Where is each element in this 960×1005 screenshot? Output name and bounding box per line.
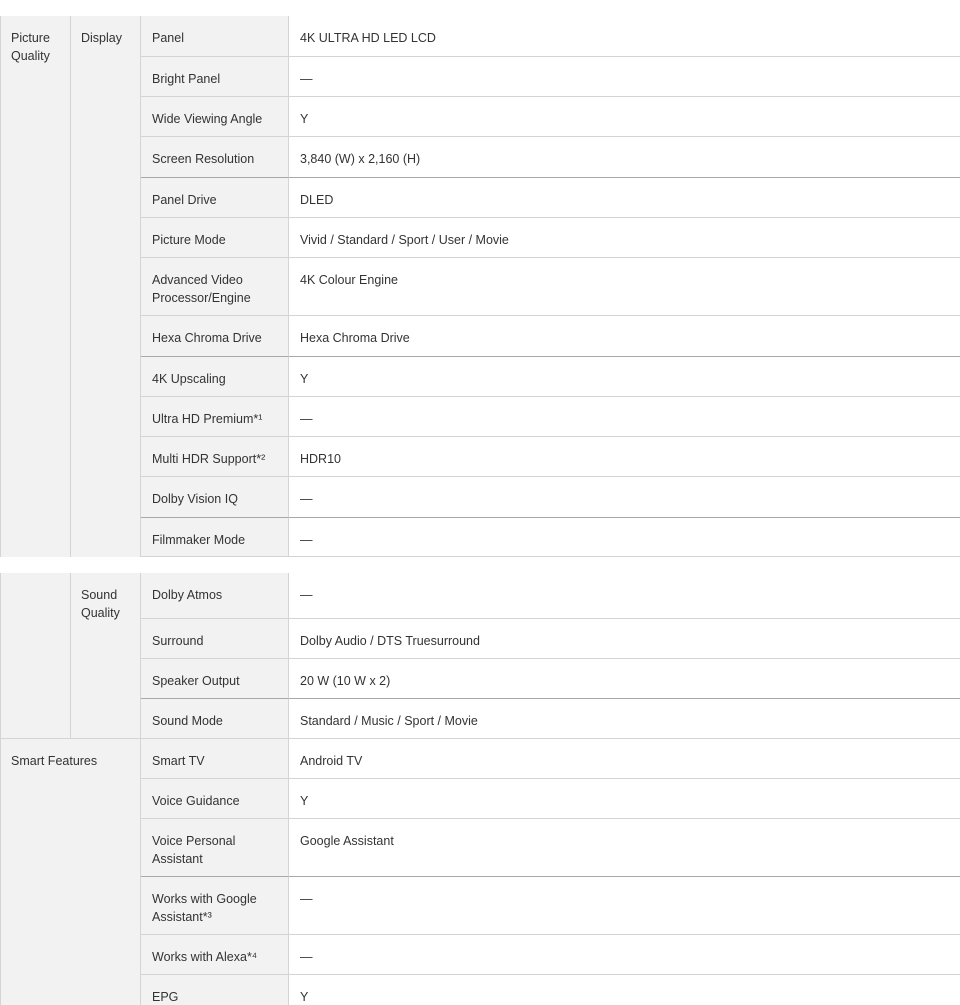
spec-value-cell	[289, 97, 960, 137]
spec-label: Panel	[152, 31, 184, 45]
spec-value: —	[300, 492, 313, 506]
category-cell-continued	[0, 573, 71, 739]
spec-value-cell	[289, 258, 960, 316]
spec-value-cell	[289, 877, 960, 935]
spec-label-cell	[141, 877, 289, 935]
spec-label: Picture Mode	[152, 233, 226, 247]
spec-label-cell	[141, 573, 289, 619]
spec-value: Y	[300, 990, 309, 1004]
spec-value-cell	[289, 477, 960, 518]
spec-value-cell	[289, 573, 960, 619]
spec-value: Standard / Music / Sport / Movie	[300, 714, 478, 728]
spec-label: Filmmaker Mode	[152, 533, 246, 547]
spec-label-cell	[141, 357, 289, 397]
spec-value-cell	[289, 518, 960, 557]
spec-label-cell	[141, 779, 289, 819]
spec-value-cell	[289, 819, 960, 877]
spec-label: Smart TV	[152, 754, 205, 768]
spec-value-cell	[289, 619, 960, 659]
spec-value: Y	[300, 112, 309, 126]
spec-label-cell	[141, 97, 289, 137]
spec-label: Voice Personal Assistant	[152, 834, 236, 866]
spec-value: Android TV	[300, 754, 363, 768]
spec-value: Hexa Chroma Drive	[300, 331, 410, 345]
spec-value: HDR10	[300, 452, 341, 466]
spec-value-cell	[289, 437, 960, 477]
spec-label: Hexa Chroma Drive	[152, 331, 262, 345]
spec-value-cell	[289, 739, 960, 779]
category-label: Picture Quality	[11, 31, 50, 63]
spec-value-cell	[289, 357, 960, 397]
subcategory-cell-display	[71, 16, 141, 557]
spec-value-cell	[289, 218, 960, 258]
spec-label-cell	[141, 178, 289, 218]
spec-label: Voice Guidance	[152, 794, 240, 808]
spec-value-cell	[289, 397, 960, 437]
subcategory-cell-sound-quality	[71, 573, 141, 739]
spec-value-cell	[289, 699, 960, 739]
spec-value: —	[300, 892, 313, 906]
spec-value: Y	[300, 372, 309, 386]
spec-label-cell	[141, 258, 289, 316]
spec-label: Works with Google Assistant*³	[152, 892, 257, 924]
spec-value-cell	[289, 178, 960, 218]
spec-value: —	[300, 72, 313, 86]
spec-label: Surround	[152, 634, 204, 648]
subcategory-label: Display	[81, 31, 122, 45]
spec-label: Advanced Video Processor/Engine	[152, 273, 251, 305]
spec-label-cell	[141, 619, 289, 659]
spec-value: —	[300, 588, 313, 602]
category-label: Smart Features	[11, 754, 98, 768]
spec-label: Works with Alexa*⁴	[152, 950, 258, 964]
spec-label-cell	[141, 16, 289, 57]
spec-value: 3,840 (W) x 2,160 (H)	[300, 152, 421, 166]
spec-label-cell	[141, 397, 289, 437]
spec-label: Panel Drive	[152, 193, 217, 207]
spec-value-cell	[289, 935, 960, 975]
spec-label: Screen Resolution	[152, 152, 255, 166]
category-cell-picture-quality	[0, 16, 71, 557]
spec-label-cell	[141, 518, 289, 557]
spec-label: Multi HDR Support*²	[152, 452, 266, 466]
spec-label-cell	[141, 819, 289, 877]
spec-value: 20 W (10 W x 2)	[300, 674, 391, 688]
spec-value-cell	[289, 659, 960, 699]
category-cell-smart-features	[0, 739, 141, 1005]
spec-label-cell	[141, 477, 289, 518]
spec-label-cell	[141, 975, 289, 1005]
spec-label-cell	[141, 218, 289, 258]
spec-value-cell	[289, 57, 960, 97]
spec-label: Dolby Vision IQ	[152, 492, 238, 506]
spec-label-cell	[141, 935, 289, 975]
spec-label-cell	[141, 57, 289, 97]
spec-label: Dolby Atmos	[152, 588, 223, 602]
spec-label: Sound Mode	[152, 714, 223, 728]
spec-label-cell	[141, 699, 289, 739]
spec-value: Google Assistant	[300, 834, 394, 848]
spec-value: —	[300, 950, 313, 964]
spec-value: Y	[300, 794, 309, 808]
spec-value: —	[300, 533, 313, 547]
spec-value: —	[300, 412, 313, 426]
subcategory-label: Sound Quality	[81, 588, 120, 620]
spec-label: 4K Upscaling	[152, 372, 226, 386]
spec-label: Wide Viewing Angle	[152, 112, 263, 126]
spec-label: Speaker Output	[152, 674, 240, 688]
spec-label: Ultra HD Premium*¹	[152, 412, 263, 426]
spec-value: Vivid / Standard / Sport / User / Movie	[300, 233, 509, 247]
spec-value: DLED	[300, 193, 334, 207]
spec-value: Dolby Audio / DTS Truesurround	[300, 634, 480, 648]
spec-value-cell	[289, 975, 960, 1005]
spec-label-cell	[141, 659, 289, 699]
spec-value-cell	[289, 779, 960, 819]
spec-value: 4K Colour Engine	[300, 273, 398, 287]
spec-value: 4K ULTRA HD LED LCD	[300, 31, 436, 45]
spec-value-cell	[289, 316, 960, 357]
spec-label: Bright Panel	[152, 72, 221, 86]
spec-value-cell	[289, 137, 960, 178]
spec-label: EPG	[152, 990, 179, 1004]
spec-table-sound-smart	[0, 573, 960, 1005]
spec-label-cell	[141, 137, 289, 178]
spec-value-cell	[289, 16, 960, 57]
spec-table-picture-quality	[0, 16, 960, 557]
spec-label-cell	[141, 316, 289, 357]
spec-label-cell	[141, 437, 289, 477]
spec-label-cell	[141, 739, 289, 779]
